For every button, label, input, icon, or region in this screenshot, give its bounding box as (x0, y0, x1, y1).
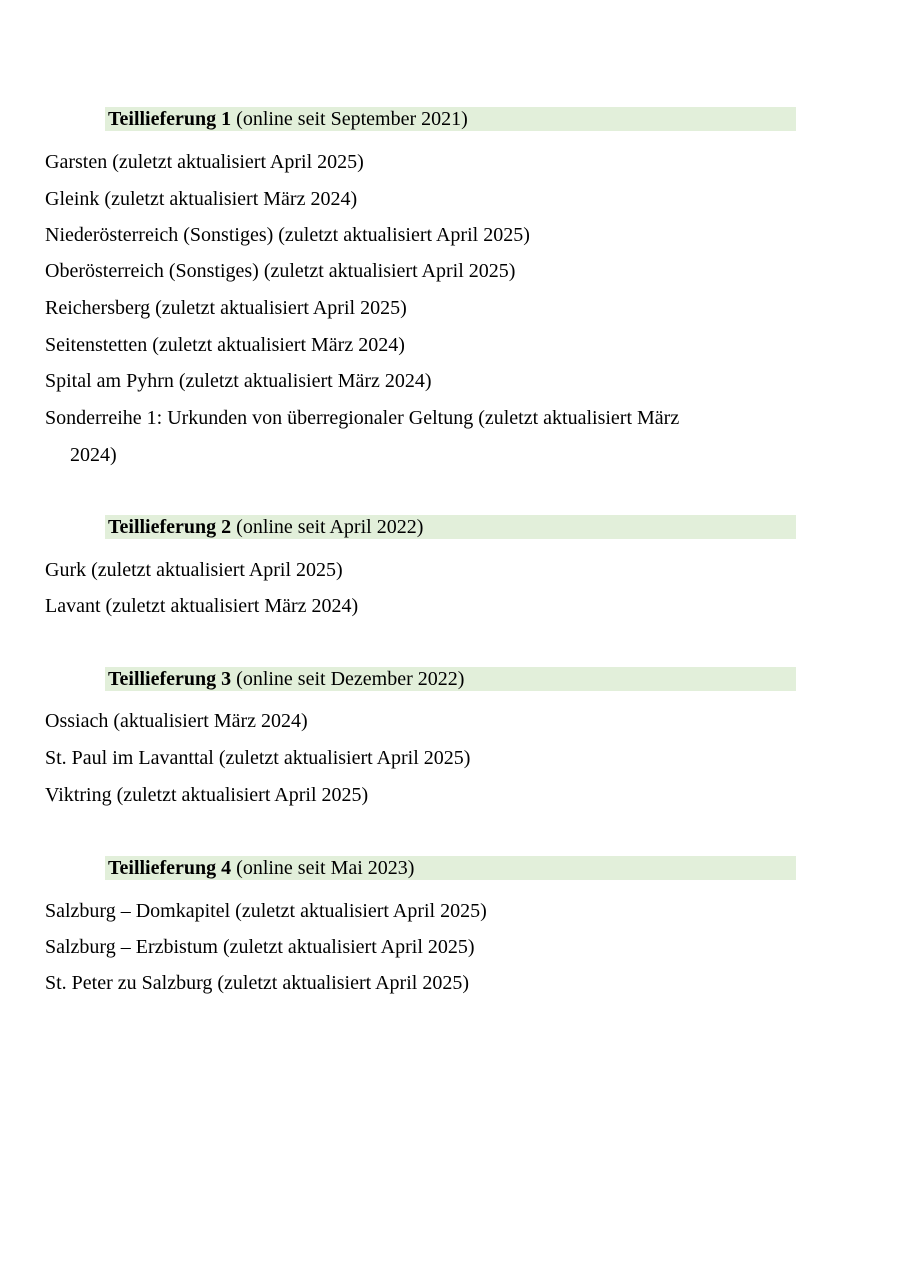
list-item: Salzburg – Erzbistum (zuletzt aktualisiert April 2025) (45, 936, 475, 958)
section-teillieferung-4 (105, 856, 796, 880)
section-title: Teillieferung 2 (108, 516, 232, 538)
list-item: Ossiach (aktualisiert März 2024) (45, 710, 308, 732)
list-item: Seitenstetten (zuletzt aktualisiert März 2024) (45, 334, 405, 356)
section-teillieferung-3 (105, 667, 796, 691)
section-header (105, 667, 796, 691)
section-header (105, 107, 796, 131)
section-teillieferung-2 (105, 515, 796, 539)
list-item: Lavant (zuletzt aktualisiert März 2024) (45, 595, 359, 617)
list-item: Niederösterreich (Sonstiges) (zuletzt aktualisiert April 2025) (45, 224, 530, 246)
section-subtitle: (online seit Mai 2023) (236, 857, 415, 879)
list-item: Salzburg – Domkapitel (zuletzt aktualisiert April 2025) (45, 900, 487, 922)
section-title: Teillieferung 1 (108, 108, 232, 130)
section-subtitle: (online seit Dezember 2022) (236, 668, 465, 690)
list-item: St. Peter zu Salzburg (zuletzt aktualisiert April 2025) (45, 972, 469, 994)
section-teillieferung-1 (105, 107, 796, 131)
list-item: St. Paul im Lavanttal (zuletzt aktualisiert April 2025) (45, 747, 471, 769)
list-item: Oberösterreich (Sonstiges) (zuletzt aktualisiert April 2025) (45, 260, 516, 282)
list-item: Garsten (zuletzt aktualisiert April 2025) (45, 151, 364, 173)
section-title: Teillieferung 3 (108, 668, 232, 690)
list-item: Gleink (zuletzt aktualisiert März 2024) (45, 188, 358, 210)
section-title: Teillieferung 4 (108, 857, 232, 879)
list-item: Spital am Pyhrn (zuletzt aktualisiert März 2024) (45, 370, 432, 392)
section-header (105, 856, 796, 880)
list-item (45, 400, 685, 473)
section-header (105, 515, 796, 539)
list-item: Viktring (zuletzt aktualisiert April 2025) (45, 784, 369, 806)
list-item: Reichersberg (zuletzt aktualisiert April 2025) (45, 297, 407, 319)
list-item-text: Sonderreihe 1: Urkunden von überregionaler Geltung (zuletzt aktualisiert März 2024) (45, 407, 680, 466)
list-item: Gurk (zuletzt aktualisiert April 2025) (45, 559, 343, 581)
section-subtitle: (online seit April 2022) (236, 516, 424, 538)
section-subtitle: (online seit September 2021) (236, 108, 468, 130)
